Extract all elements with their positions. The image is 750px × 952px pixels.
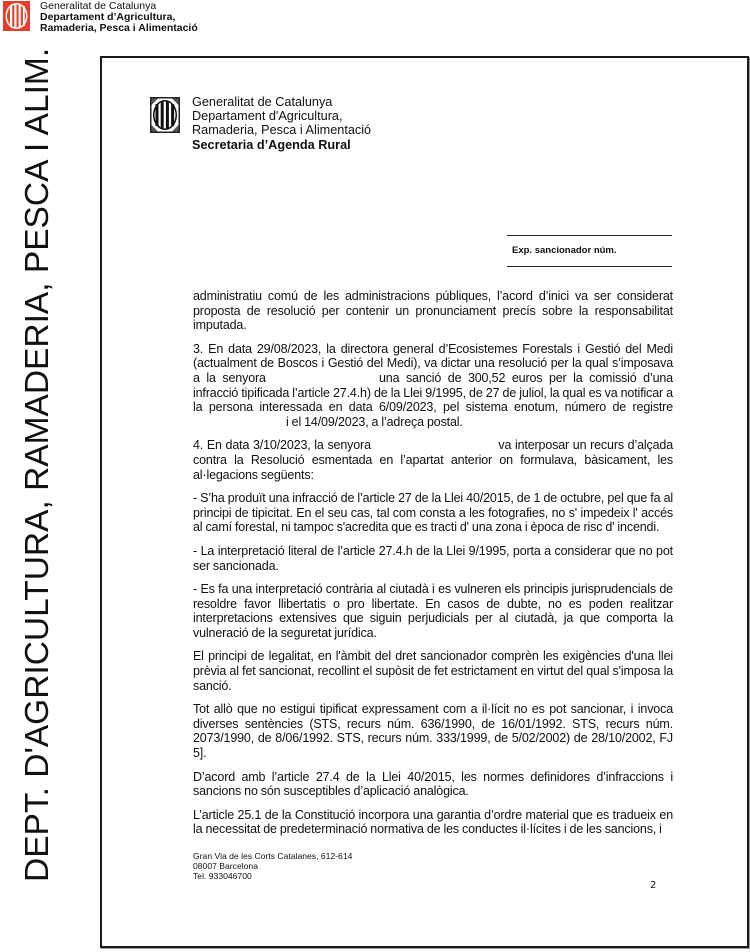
paragraph-6: - Es fa una interpretació contrària al ciutadà i es vulneren els principis jurisprudencials de resoldre favor llibertatis o pro libertate. En casos de dubte, no es poden realitzar interpretacions extensives que siguin perjudicials per al ciutadà, ja que comporta la vulneració de la seguretat jurídica. (193, 582, 673, 640)
side-stamp: DEPT. D'AGRICULTURA, RAMADERIA, PESCA I ALIM. (19, 47, 56, 882)
paragraph-10: L’article 25.1 de la Constitució incorpora una garantia d’ordre material que es tradueix en la necessitat de predeterminació normativa de les conductes il·lícites i de les sancions, i (193, 807, 673, 837)
generalitat-logo-icon (3, 1, 30, 31)
paragraph-3-part-a: 4. En data 3/10/2023, la senyora (193, 438, 371, 453)
letterhead-line1: Generalitat de Catalunya (192, 95, 333, 109)
letterhead-logo-icon (150, 95, 180, 135)
redacted-name (272, 381, 372, 382)
paragraph-2 (193, 342, 673, 430)
top-header-line3: Ramaderia, Pesca i Alimentació (40, 21, 198, 34)
expedient-box (507, 235, 672, 267)
paragraph-1: administratiu comú de les administracions públiques, l’acord d’inici va ser considerat proposta de resolució per contenir un pronunciament precís sobre la responsabilitat imputada. (193, 289, 673, 333)
paragraph-8: Tot allò que no estigui tipificat expressament com a il·lícit no es pot sancionar, i invoca diverses sentències (STS, recurs núm. 636/1990, de 16/01/1992. STS, recurs núm. 2073/1990, de 8/06/1992. STS, recurs núm. 333/1999, de 5/02/2002) de 28/10/2002, FJ 5]. (193, 702, 673, 761)
letterhead-line3: Ramaderia, Pesca i Alimentació (192, 123, 372, 138)
paragraph-2-part-c: i el 14/09/2023, a l’adreça postal. (286, 414, 463, 429)
page-number: 2 (650, 880, 657, 891)
paragraph-3 (193, 438, 673, 482)
redacted-register (193, 425, 283, 426)
side-stamp-area (14, 47, 62, 882)
paragraph-3-part-b: va interposar un recurs d’alçada contra la Resolució esmentada en l’apartat anterior on formulava, bàsicament, les al·legacions següents: (193, 438, 674, 482)
footer-phone: Tel. 933046700 (193, 871, 252, 882)
paragraph-7: El principi de legalitat, en l'àmbit del dret sancionador comprèn les exigències d'una llei prèvia al fet sancionat, recollint el supòsit de fet estrictament en virtut del qual s'imposa la sanció. (193, 649, 673, 693)
document-body (193, 289, 673, 837)
letterhead-line4: Secretaria d’Agenda Rural (192, 137, 351, 152)
paragraph-4: - S’ha produït una infracció de l’article 27 de la Llei 40/2015, de 1 de octubre, pel que fa al principi de tipicitat. En el seu cas, tal com consta a les fotografies, no s' impedeix l' accés al camí forestal, ni tampoc s'acredita que es tracti d' una zona i època de risc d' incendi. (193, 491, 673, 535)
top-header-text (40, 1, 198, 33)
redacted-name (375, 448, 495, 449)
paragraph-2-part-a: 3. En data 29/08/2023, la directora general d’Ecosistemes Forestals i Gestió del Medi (actualment de Boscos i Gestió del Medi), va dictar una resolució per la qual s’imposava a la senyora (193, 341, 673, 385)
paragraph-2-part-b: una sanció de 300,52 euros per la comissió d’una infracció tipificada l’article 27.4.h) de la Llei 9/1995, de 27 de juliol, la qual es va notificar a la persona interessada en data 6/09/2023, pel sistema enotum, número de registre (193, 370, 673, 415)
paragraph-5: - La interpretació literal de l’article 27.4.h de la Llei 9/1995, porta a considerar que no pot ser sancionada. (193, 543, 673, 573)
top-header-line1: Generalitat de Catalunya (40, 0, 157, 12)
top-header (0, 0, 260, 34)
paragraph-9: D’acord amb l’article 27.4 de la Llei 40/2015, les normes definidores d’infraccions i sancions no són susceptibles d’aplicació analògica. (193, 769, 673, 799)
top-header-line2: Departament d’Agricultura, (40, 10, 176, 23)
letterhead (192, 95, 371, 152)
expedient-label: Exp. sancionador núm. (512, 245, 617, 256)
footer-address (193, 851, 352, 882)
letterhead-line2: Departament d'Agricultura, (192, 109, 343, 124)
footer-street: Gran Via de les Corts Catalanes, 612-614 (193, 851, 353, 861)
footer-city: 08007 Barcelona (193, 861, 258, 872)
